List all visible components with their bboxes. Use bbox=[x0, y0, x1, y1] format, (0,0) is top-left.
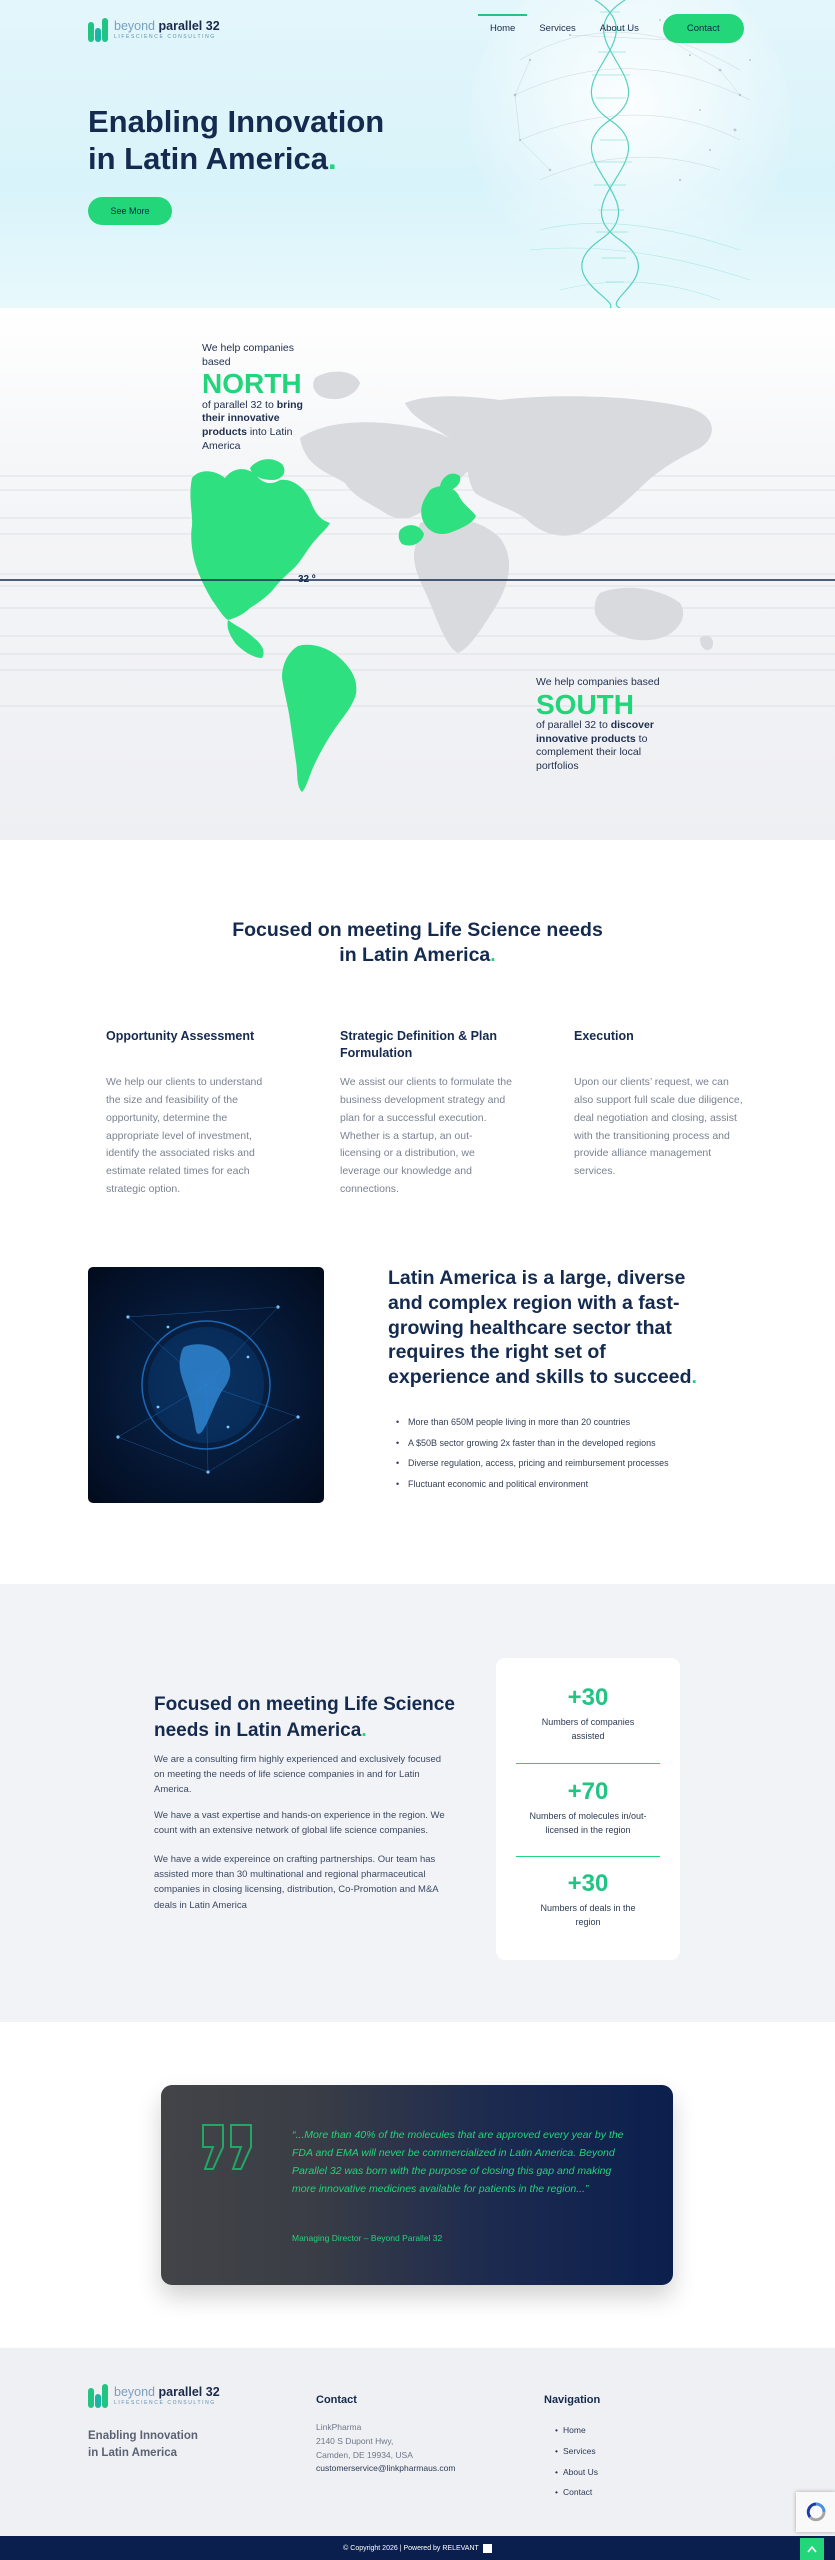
service-text: We help our clients to understand the size and feasibility of the opportunity, determine the appropriate level of investment, identify the associated risks and estimate related times for each strategic option. bbox=[106, 1076, 263, 1196]
nav-contact-button[interactable]: Contact bbox=[663, 14, 744, 43]
contact-line: 2140 S Dupont Hwy, bbox=[316, 2435, 394, 2446]
world-map-section bbox=[0, 308, 835, 840]
main-nav bbox=[478, 14, 744, 43]
dna-globe-art bbox=[420, 0, 820, 308]
logo-name: beyond parallel 32 bbox=[114, 19, 220, 34]
latam-title: Latin America is a large, diverse and complex region with a fast-growing healthcare sector that requires the right set of experience and skills to succeed. bbox=[388, 1267, 697, 1388]
south-intro: We help companies based bbox=[536, 676, 660, 688]
north-intro: We help companies based bbox=[202, 342, 295, 368]
focus-title: Focused on meeting Life Science needs in Latin America. bbox=[232, 919, 603, 967]
north-callout: We help companies based NORTH of parallel 32 to bring their innovative products into Latin America bbox=[202, 342, 322, 453]
stats-paragraph: We have a vast expertise and hands-on experience in the region. We count with an extensive network of global life science companies. bbox=[154, 1810, 445, 1837]
relevant-logo-icon bbox=[483, 2544, 492, 2553]
copyright-text: © Copyright 2026 | Powered by RELEVANT bbox=[343, 2544, 479, 2552]
footer-nav-heading: Navigation bbox=[544, 2394, 601, 2406]
stat-value: +30 bbox=[567, 1870, 609, 1897]
service-strategic-definition bbox=[340, 1028, 512, 1199]
south-callout: We help companies based SOUTH of parallel 32 to discover innovative products to complement their local portfolios bbox=[536, 676, 666, 774]
service-title: Execution bbox=[574, 1029, 634, 1043]
stat-label: Numbers of deals in the region bbox=[540, 1903, 636, 1927]
footer-nav-home[interactable]: • Home bbox=[563, 2420, 598, 2441]
list-item: • Fluctuant economic and political environment bbox=[408, 1474, 669, 1495]
list-item: • Diverse regulation, access, pricing and reimbursement processes bbox=[408, 1453, 669, 1474]
stat-divider bbox=[516, 1856, 660, 1857]
testimonial-quote bbox=[161, 2085, 673, 2285]
footer-nav bbox=[563, 2420, 598, 2503]
service-title: Strategic Definition & Plan Formulation bbox=[340, 1029, 497, 1060]
contact-line: LinkPharma bbox=[316, 2422, 362, 2432]
service-execution bbox=[574, 1028, 746, 1199]
service-text: We assist our clients to formulate the business development strategy and plan for a successful execution. Whether is a startup, an out-licensing or a distribution, we leverage our knowledge and connections. bbox=[340, 1076, 512, 1196]
stat-molecules bbox=[496, 1778, 680, 1838]
contact-line: Camden, DE 19934, USA bbox=[316, 2449, 413, 2460]
footer-nav-contact[interactable]: • Contact bbox=[563, 2482, 598, 2503]
north-label: NORTH bbox=[202, 368, 302, 400]
footer-contact-info bbox=[316, 2421, 455, 2476]
nav-home[interactable]: Home bbox=[478, 15, 527, 42]
hero-section bbox=[0, 0, 835, 308]
service-title: Opportunity Assessment bbox=[106, 1029, 255, 1043]
footer-contact-heading: Contact bbox=[316, 2394, 357, 2406]
stat-label: Numbers of companies assisted bbox=[541, 1717, 635, 1741]
recaptcha-icon[interactable] bbox=[796, 2492, 835, 2532]
stats-title: Focused on meeting Life Science needs in Latin America. bbox=[154, 1694, 455, 1741]
logo-tagline: LIFESCIENCE CONSULTING bbox=[114, 33, 216, 40]
service-opportunity-assessment bbox=[106, 1028, 278, 1199]
arrow-up-icon bbox=[807, 2545, 817, 2553]
stat-divider bbox=[516, 1763, 660, 1764]
quote-author: Managing Director – Beyond Parallel 32 bbox=[292, 2233, 443, 2243]
footer-logo[interactable]: beyond parallel 32 LIFESCIENCE CONSULTING bbox=[88, 2384, 220, 2408]
list-item: • More than 650M people living in more than 20 countries bbox=[408, 1412, 669, 1433]
globe-network-art bbox=[88, 1267, 324, 1503]
copyright-bar bbox=[0, 2536, 835, 2560]
nav-services[interactable]: Services bbox=[539, 23, 576, 34]
stats-card bbox=[496, 1658, 680, 1960]
latam-bullets bbox=[408, 1412, 669, 1495]
nav-about-us[interactable]: About Us bbox=[599, 23, 639, 34]
stats-paragraph: We have a wide expereince on crafting partnerships. Our team has assisted more than 30 multinational and regional pharmaceutical companies in closing licensing, distribution, Co-Promotion and M&A deals in Latin America bbox=[154, 1854, 439, 1911]
stat-companies bbox=[496, 1684, 680, 1744]
stats-section bbox=[0, 1584, 835, 2022]
back-to-top-button[interactable] bbox=[800, 2538, 824, 2560]
footer-nav-services[interactable]: • Services bbox=[563, 2441, 598, 2462]
stat-deals bbox=[496, 1870, 680, 1930]
hero-title: Enabling Innovation in Latin America. bbox=[88, 104, 385, 176]
south-label: SOUTH bbox=[536, 688, 634, 720]
quote-mark-icon bbox=[199, 2121, 257, 2173]
service-text: Upon our clients’ request, we can also support full scale due diligence, deal negotiation and closing, assist with the transitioning process and provide alliance management services. bbox=[574, 1076, 743, 1178]
stats-paragraph: We are a consulting firm highly experienced and exclusively focused on meeting the needs of life science companies in and for Latin America. bbox=[154, 1754, 442, 1796]
logo-mark-icon bbox=[88, 18, 108, 42]
list-item: • A $50B sector growing 2x faster than in the developed regions bbox=[408, 1433, 669, 1454]
stat-value: +30 bbox=[567, 1684, 609, 1711]
see-more-button[interactable]: See More bbox=[88, 197, 172, 225]
logo-mark-icon bbox=[88, 2384, 108, 2408]
world-map-graphic bbox=[0, 308, 835, 840]
services-columns bbox=[106, 1028, 746, 1199]
contact-email-link[interactable]: customerservice@linkpharmaus.com bbox=[316, 2463, 456, 2474]
quote-text: “...More than 40% of the molecules that are approved every year by the FDA and EMA will never be commercialized in Latin America. Beyond Parallel 32 was born with the purpose of closing this gap and making more innovative medicines available for patients in the region...” bbox=[292, 2129, 624, 2196]
stat-value: +70 bbox=[567, 1778, 609, 1805]
parallel-32-label: 32 º bbox=[298, 574, 316, 585]
footer-tagline: Enabling Innovation in Latin America bbox=[88, 2430, 198, 2459]
footer-nav-about-us[interactable]: • About Us bbox=[563, 2462, 598, 2483]
stat-label: Numbers of molecules in/out-licensed in the region bbox=[529, 1811, 647, 1835]
site-logo[interactable] bbox=[88, 18, 220, 42]
